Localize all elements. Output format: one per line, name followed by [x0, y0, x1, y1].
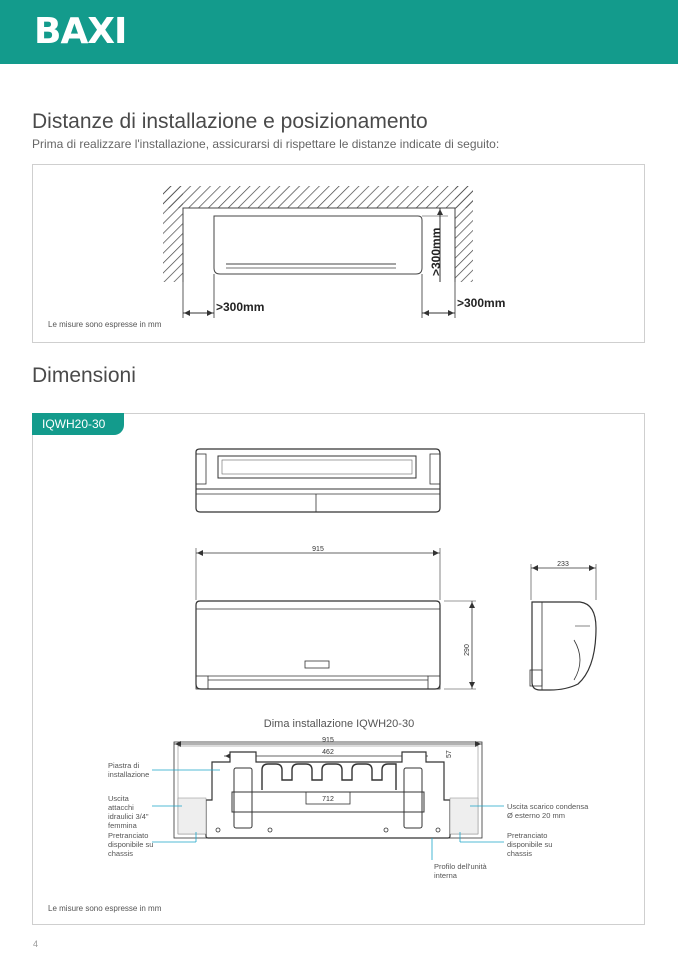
baxi-logo: BAXI	[34, 11, 127, 52]
section-title-dimensions: Dimensioni	[32, 364, 136, 387]
model-tab: IQWH20-30	[32, 413, 124, 435]
unit-side-view	[530, 561, 596, 690]
label-piastra: Piastra di installazione	[108, 761, 150, 779]
label-profilo: Profilo dell'unità interna	[434, 862, 487, 880]
page-number: 4	[33, 939, 39, 949]
dima-width-label: 915	[322, 737, 334, 744]
dim-left-label: >300mm	[216, 300, 265, 314]
section-title-installation: Distanze di installazione e posizionamento	[32, 110, 428, 133]
label-pretranciato-right: Pretranciato disponibile su chassis	[507, 831, 553, 858]
mounting-template	[152, 737, 504, 860]
dim-right-label: >300mm	[457, 296, 506, 310]
label-uscita-scarico: Uscita scarico condensa Ø esterno 20 mm	[507, 802, 589, 820]
measurement-note-2: Le misure sono espresse in mm	[48, 904, 162, 913]
dima-center-label: 712	[322, 796, 334, 803]
label-uscita-attacchi: Uscita attacchi idraulici 3/4" femmina	[108, 794, 149, 830]
unit-front-view	[196, 546, 476, 689]
section-subtitle: Prima di realizzare l'installazione, assicurarsi di rispettare le distanze indicate di seguito:	[32, 137, 500, 151]
label-pretranciato-left: Pretranciato disponibile su chassis	[108, 831, 154, 858]
height-label: 290	[464, 644, 471, 656]
dima-title: Dima installazione IQWH20-30	[263, 718, 415, 730]
depth-label: 233	[557, 561, 569, 568]
dim-top-label: >300mm	[429, 227, 443, 276]
unit-top-view	[196, 449, 440, 512]
width-label: 915	[312, 546, 324, 553]
dima-side-label: 57	[446, 750, 453, 758]
dima-inner-label: 462	[322, 749, 334, 756]
measurement-note-1: Le misure sono espresse in mm	[48, 320, 162, 329]
